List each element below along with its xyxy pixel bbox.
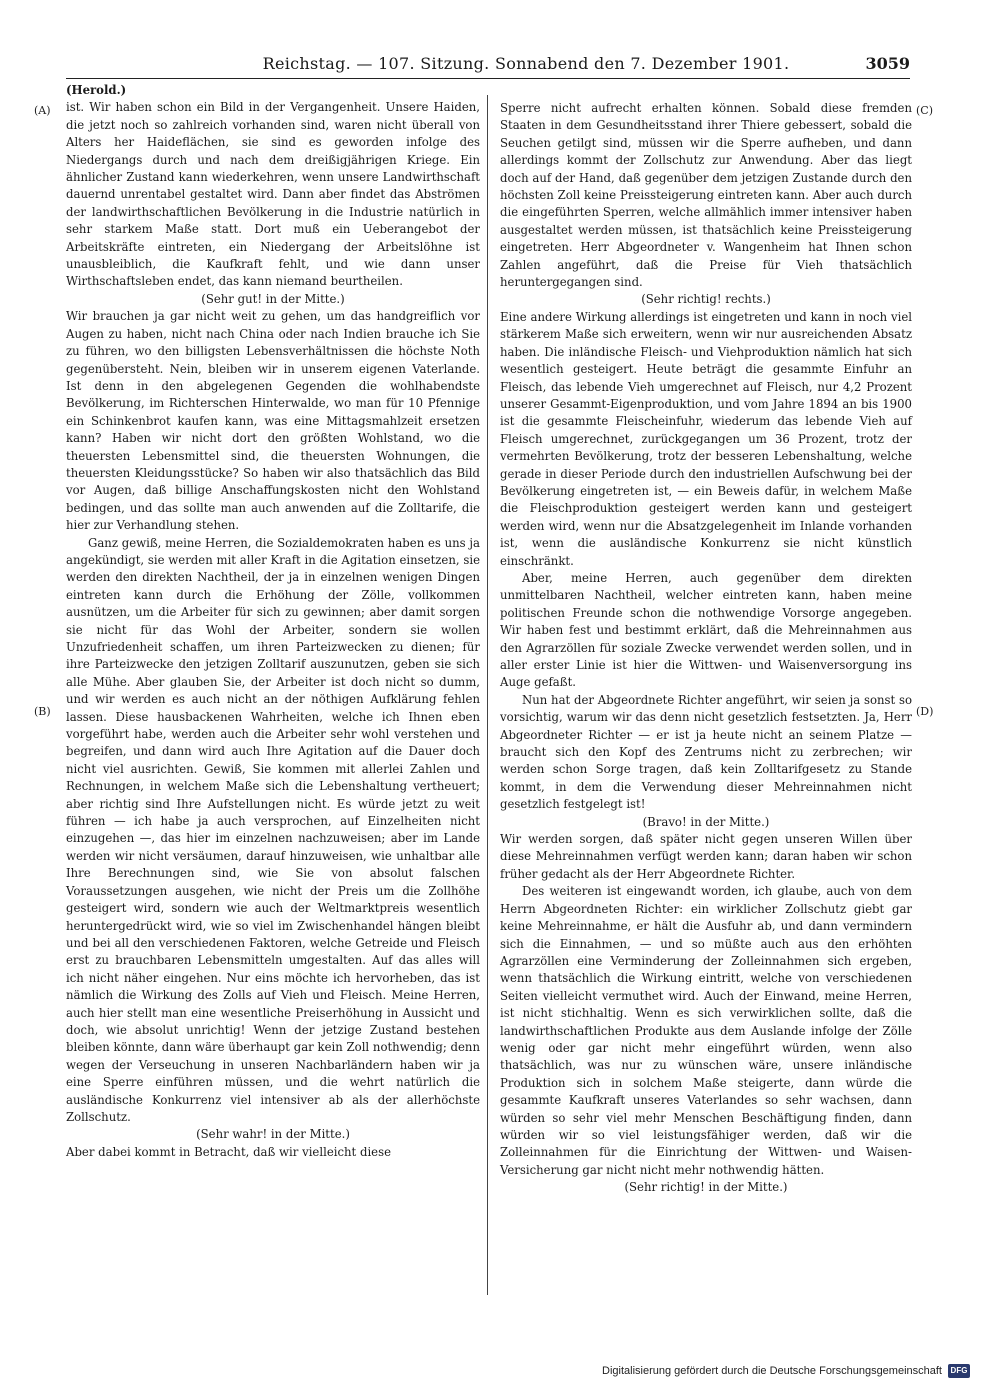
paragraph: Aber, meine Herren, auch gegenüber dem direkten unmittelbaren Nachtheil, welcher eintreten kann, haben meine politischen Freunde schon die nothwendige Vorsorge angegeben. Wir haben fest und bestimmt erklärt, daß die Mehreinnahmen aus den Agrarzöllen für soziale Zwecke verwendet werden sollen, und in aller erster Linie ist hier die Wittwen- und Waisenversorgung ins Auge gefaßt. [500, 570, 912, 690]
interjection: (Sehr wahr! in der Mitte.) [196, 1127, 350, 1142]
digitization-footer [602, 1364, 970, 1378]
paragraph: Ganz gewiß, meine Herren, die Sozialdemokraten haben es uns ja angekündigt, sie werden mit aller Kraft in die Agitation einsetzen, sie werden den direkten Nachtheil, der ja in einzelnen wenigen Dingen eintreten kann durch die Erhöhung der Zölle, vollkommen ausnützen, um die Arbeiter für sich zu gewinnen; aber damit sorgen sie nicht für das Wohl der Arbeiter, sondern sie wollen Unzufriedenheit schaffen, um ihren Parteizwecken zu dienen; für ihre Parteizwecke den jetzigen Zolltarif auszunutzen, geben sie sich alle Mühe. Aber glauben Sie, der Arbeiter ist doch nicht so dumm, und wir werden es auch nicht an der nöthigen Aufklärung fehlen lassen. Diese hausbackenen Wahrheiten, welche ich Ihnen eben vorgeführt habe, werden auch die Arbeiter sehr wohl verstehen und begreifen, und dann wird auch Ihre Agitation auf die Dauer doch nicht viel ausrichten. Gewiß, Sie kommen mit allerlei Zahlen und Rechnungen, in welchem Maße sich die Lebenshaltung vertheuert; aber richtig sind Ihre Aufstellungen nicht. Es würde jetzt zu weit führen — ich habe ja auch versprochen, auf Einzelheiten nicht einzugehen —, das hier im einzelnen nachzuweisen; aber im Lande werden wir nicht versäumen, darauf hinzuweisen, wie unhaltbar alle Ihre Berechnungen sind, wie Sie von absolut falschen Voraussetzungen ausgehen, wie nicht der Preis um die Zollhöhe gesteigert wird, sondern wie auch der Weltmarktpreis wesentlich heruntergedrückt wird, wie so viel im Zwischenhandel hängen bleibt und bei all den verschiedenen Faktoren, welche Getreide und Fleisch erst zu brauchbaren Lebensmitteln umgestalten. Auf das alles will ich nicht näher eingehen. Nur eins möchte ich hervorheben, das ist nämlich die Wirkung des Zolls auf Vieh und Fleisch. Meine Herren, auch hier stellt man eine wesentliche Preiserhöhung in Aussicht und doch, wie absolut unrichtig! Wenn der jetzige Zustand bestehen bleiben könnte, dann wäre überhaupt gar kein Zoll nothwendig; denn wegen der Verseuchung in unseren Nachbarländern haben wir ja eine Sperre einführen müssen, und die wehrt natürlich die ausländische Konkurrenz viel intensiver ab als der allerhöchste Zollschutz. [66, 535, 480, 1124]
header-rule [66, 78, 910, 79]
speaker-name: (Herold.) [66, 83, 127, 97]
page-header [66, 52, 910, 78]
paragraph: Nun hat der Abgeordnete Richter angeführt, wir seien ja sonst so vorsichtig, warum wir das denn nicht gesetzlich festsetzten. Ja, Herr Abgeordneter Richter — er ist ja heute nicht an seinem Platze — braucht sich den Kopf des Zentrums nicht zu zerbrechen; wir werden schon Sorge tragen, daß kein Zolltarifgesetz zu Stande kommt, in dem die Verwendung dieser Mehreinnahmen nicht gesetzlich festgelegt ist! [500, 692, 912, 812]
left-column [66, 82, 480, 1161]
paragraph: ist. Wir haben schon ein Bild in der Vergangenheit. Unsere Haiden, die jetzt noch so zahlreich vorhanden sind, waren nicht überall von Alters her Haideflächen, sie sind es geworden infolge des Niedergangs durch und nach dem dreißigjährigen Kriege. Ein ähnlicher Zustand kann wiederkehren, wenn unsere Landwirthschaft dauernd unrentabel gestaltet wird. Dann aber findet das Abströmen der landwirthschaftlichen Bevölkerung in die Industrie natürlich in sehr starkem Maße statt. Dort muß ein Ueberangebot der Arbeitskräfte eintreten, ein Niedergang der Arbeitslöhne ist unausbleiblich, die Kaufkraft fehlt, und wie dann unser Wirthschaftsleben endet, das kann niemand beurtheilen. [66, 100, 480, 289]
paragraph: Wir werden sorgen, daß später nicht gegen unseren Willen über diese Mehreinnahmen verfügt werden kann; daran haben wir schon früher gedacht als der Herr Abgeordnete Richter. [500, 832, 912, 881]
interjection: (Sehr richtig! in der Mitte.) [624, 1180, 788, 1195]
column-divider [487, 95, 488, 1295]
interjection: (Sehr gut! in der Mitte.) [201, 291, 345, 306]
margin-marker-c: (C) [916, 104, 933, 117]
paragraph: Sperre nicht aufrecht erhalten können. Sobald diese fremden Staaten in dem Gesundheitsstand ihrer Thiere gebessert, sobald die Seuchen getilgt sind, müssen wir die Sperre aufheben, und dann allerdings kommt der Zollschutz zur Anwendung. Aber das liegt doch auf der Hand, daß gegenüber dem jetzigen Zustande durch den höchsten Zoll keine Preissteigerung eintreten kann. Aber auch durch die eingeführten Sperren, welche allmählich immer intensiver haben ausgestaltet werden müssen, ist thatsächlich keine Preissteigerung eingetreten. Herr Abgeordneter v. Wangenheim hat Ihnen schon Zahlen angeführt, daß die Preise für Vieh thatsächlich heruntergegangen sind. [500, 101, 912, 290]
paragraph: Eine andere Wirkung allerdings ist eingetreten und kann in noch viel stärkerem Maße sich erweitern, wenn wir nur ausreichenden Absatz haben. Die inländische Fleisch- und Viehproduktion nämlich hat sich wesentlich gesteigert. Heute beträgt die gesammte Einfuhr an Fleisch, das lebende Vieh umgerechnet auf Fleisch, nur 4,2 Prozent unserer Gesammt-Eigenproduktion, und vom Jahre 1894 an bis 1900 ist die gesammte Fleischeinfuhr, wiederum das lebende Vieh auf Fleisch umgerechnet, zurückgegangen um 36 Prozent, trotz der vermehrten Bevölkerung, trotz der besseren Lebenshaltung, welche gerade in dieser Periode durch den industriellen Aufschwung bei der Bevölkerung eingetreten ist, — ein Beweis dafür, in welchem Maße die Fleischproduktion gesteigert werden kann und gesteigert werden wird, wenn nur die Absatzgelegenheit im Inlande vorhanden ist, wenn die ausländische Konkurrenz sie nicht künstlich einschränkt. [500, 309, 912, 568]
paragraph: Aber dabei kommt in Betracht, daß wir vielleicht diese [66, 1144, 392, 1159]
page-number: 3059 [865, 54, 910, 73]
interjection: (Sehr richtig! rechts.) [641, 292, 771, 307]
footer-text: Digitalisierung gefördert durch die Deutsche Forschungsgemeinschaft [602, 1365, 942, 1377]
interjection: (Bravo! in der Mitte.) [642, 814, 770, 829]
margin-marker-d: (D) [916, 705, 934, 718]
paragraph: Wir brauchen ja gar nicht weit zu gehen, um das handgreiflich vor Augen zu haben, nicht nach China oder nach Indien brauche ich Sie zu führen, wo den billigsten Lebensverhältnissen die höchste Noth gegenübersteht. Nein, bleiben wir in unserem eigenen Vaterlande. Ist denn in den abgelegenen Gegenden die wohlhabendste Bevölkerung, im Richterschen Hinterwalde, wo man für 10 Pfennige ein Schinkenbrot kaufen kann, was eine Mittagsmahlzeit ersetzen kann? Haben wir nicht dort den größten Wohlstand, wo die theuersten Lebensmittel sind, die theuersten Wohnungen, die theuersten Kleidungsstücke? So haben wir also thatsächlich das Bild vor Augen, daß billige Anschaffungskosten nicht den Wohlstand bedingen, und das sollte man auch anwenden auf die Zolltarife, die hier zur Verhandlung stehen. [66, 309, 480, 533]
margin-marker-b: (B) [34, 705, 51, 718]
right-column [500, 100, 912, 1197]
margin-marker-a: (A) [34, 104, 51, 117]
running-title: Reichstag. — 107. Sitzung. Sonnabend den 7. Dezember 1901. [262, 54, 790, 73]
dfg-logo: DFG [948, 1364, 970, 1378]
paragraph: Des weiteren ist eingewandt worden, ich glaube, auch von dem Herrn Abgeordneten Richter: ein wirklicher Zollschutz giebt gar keine Mehreinnahme, er hält die Ausfuhr ab, und dann vermindern sich die Einnahmen, — und so müßte auch aus den erhöhten Agrarzöllen eine Verminderung der Zolleinnahmen sich ergeben, wenn thatsächlich die Wirkung eintritt, welche von verschiedenen Seiten vielleicht vermuthet wird. Auch der Einwand, meine Herren, ist nicht stichhaltig. Wenn es sich verwirklichen sollte, daß die landwirthschaftlichen Produkte aus dem Auslande infolge der Zölle wenig oder gar nicht mehr eingeführt würden, wenn also thatsächlich, was nur zu wünschen wäre, unsere inländische Produktion sich in solchem Maße steigerte, dann würde die gesammte Kaufkraft unseres Vaterlandes so sehr wachsen, dann würden so sehr viel mehr Menschen Beschäftigung finden, dann würden wir so viel leistungsfähiger werden, daß wir die Zolleinnahmen für die Einrichtung der Wittwen- und Waisen-Versicherung gar nicht nicht mehr nothwendig hätten. [500, 884, 912, 1177]
